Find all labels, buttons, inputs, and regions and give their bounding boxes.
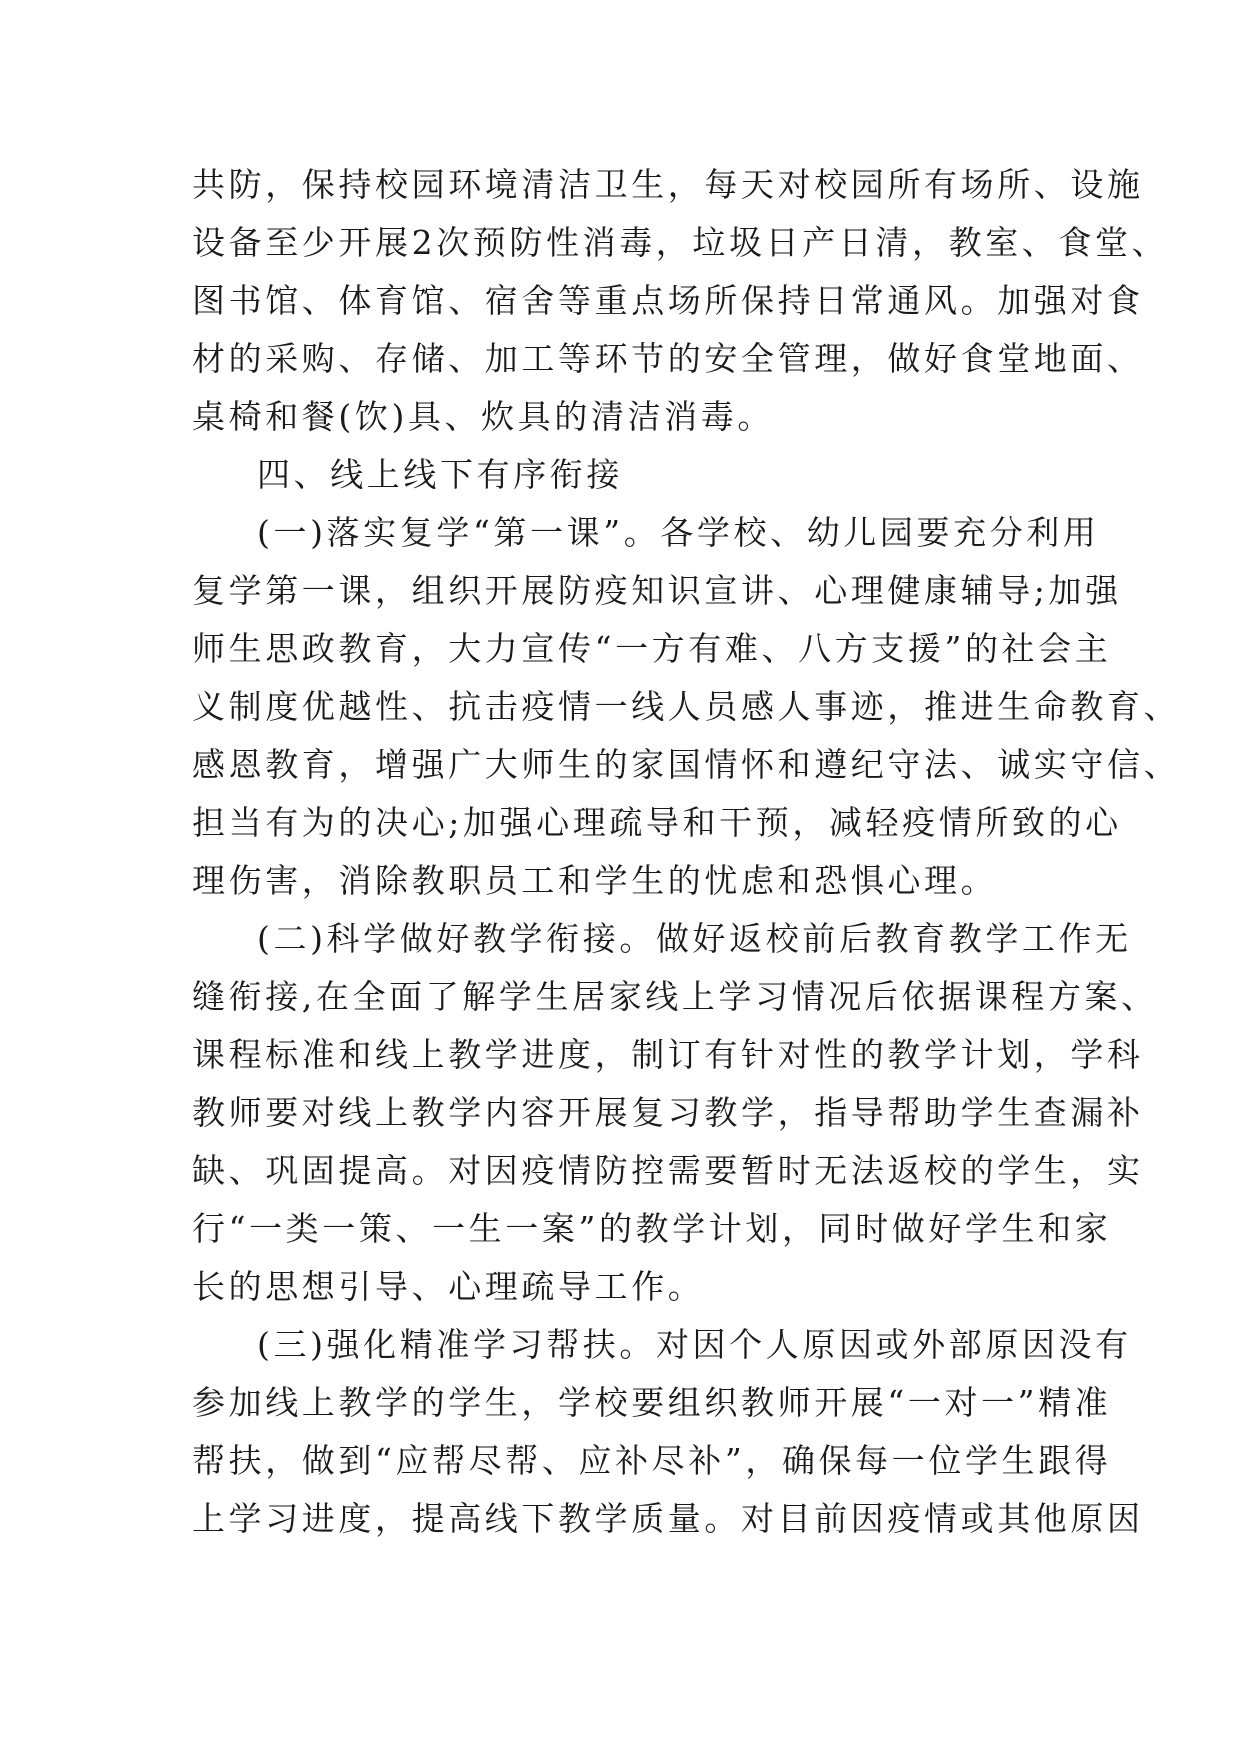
text-line: 义制度优越性、抗击疫情一线人员感人事迹，推进生命教育、 bbox=[192, 687, 1181, 726]
text-line: 理伤害，消除教职员工和学生的忧虑和恐惧心理。 bbox=[192, 861, 998, 900]
text-line: 设备至少开展2次预防性消毒，垃圾日产日清，教室、食堂、 bbox=[192, 223, 1169, 262]
text-line: 上学习进度，提高线下教学质量。对目前因疫情或其他原因 bbox=[192, 1499, 1144, 1538]
text-line: 参加线上教学的学生，学校要组织教师开展“一对一”精准 bbox=[192, 1383, 1112, 1422]
text-line: 缺、巩固提高。对因疫情防控需要暂时无法返校的学生，实 bbox=[192, 1151, 1144, 1190]
text-line: 复学第一课，组织开展防疫知识宣讲、心理健康辅导;加强 bbox=[192, 571, 1122, 610]
text-line: 师生思政教育，大力宣传“一方有难、八方支援”的社会主 bbox=[192, 629, 1112, 668]
text-line: 共防，保持校园环境清洁卫生，每天对校园所有场所、设施 bbox=[192, 165, 1144, 204]
text-line: (一)落实复学“第一课”。各学校、幼儿园要充分利用 bbox=[257, 513, 1100, 552]
text-line: 帮扶，做到“应帮尽帮、应补尽补”，确保每一位学生跟得 bbox=[192, 1441, 1112, 1480]
text-line: 长的思想引导、心理疏导工作。 bbox=[192, 1267, 705, 1306]
text-line: 课程标准和线上教学进度，制订有针对性的教学计划，学科 bbox=[192, 1035, 1144, 1074]
text-line: 桌椅和餐(饮)具、炊具的清洁消毒。 bbox=[192, 397, 774, 436]
text-line: 图书馆、体育馆、宿舍等重点场所保持日常通风。加强对食 bbox=[192, 281, 1144, 320]
text-line: 教师要对线上教学内容开展复习教学，指导帮助学生查漏补 bbox=[192, 1093, 1144, 1132]
section-heading: 四、线上线下有序衔接 bbox=[257, 455, 623, 494]
text-line: (二)科学做好教学衔接。做好返校前后教育教学工作无 bbox=[257, 919, 1132, 958]
text-line: 材的采购、存储、加工等环节的安全管理，做好食堂地面、 bbox=[192, 339, 1144, 378]
text-line: (三)强化精准学习帮扶。对因个人原因或外部原因没有 bbox=[257, 1325, 1132, 1364]
text-line: 担当有为的决心;加强心理疏导和干预，减轻疫情所致的心 bbox=[192, 803, 1122, 842]
text-line: 感恩教育，增强广大师生的家国情怀和遵纪守法、诚实守信、 bbox=[192, 745, 1181, 784]
text-line: 缝衔接,在全面了解学生居家线上学习情况后依据课程方案、 bbox=[192, 977, 1158, 1016]
text-line: 行“一类一策、一生一案”的教学计划，同时做好学生和家 bbox=[192, 1209, 1112, 1248]
